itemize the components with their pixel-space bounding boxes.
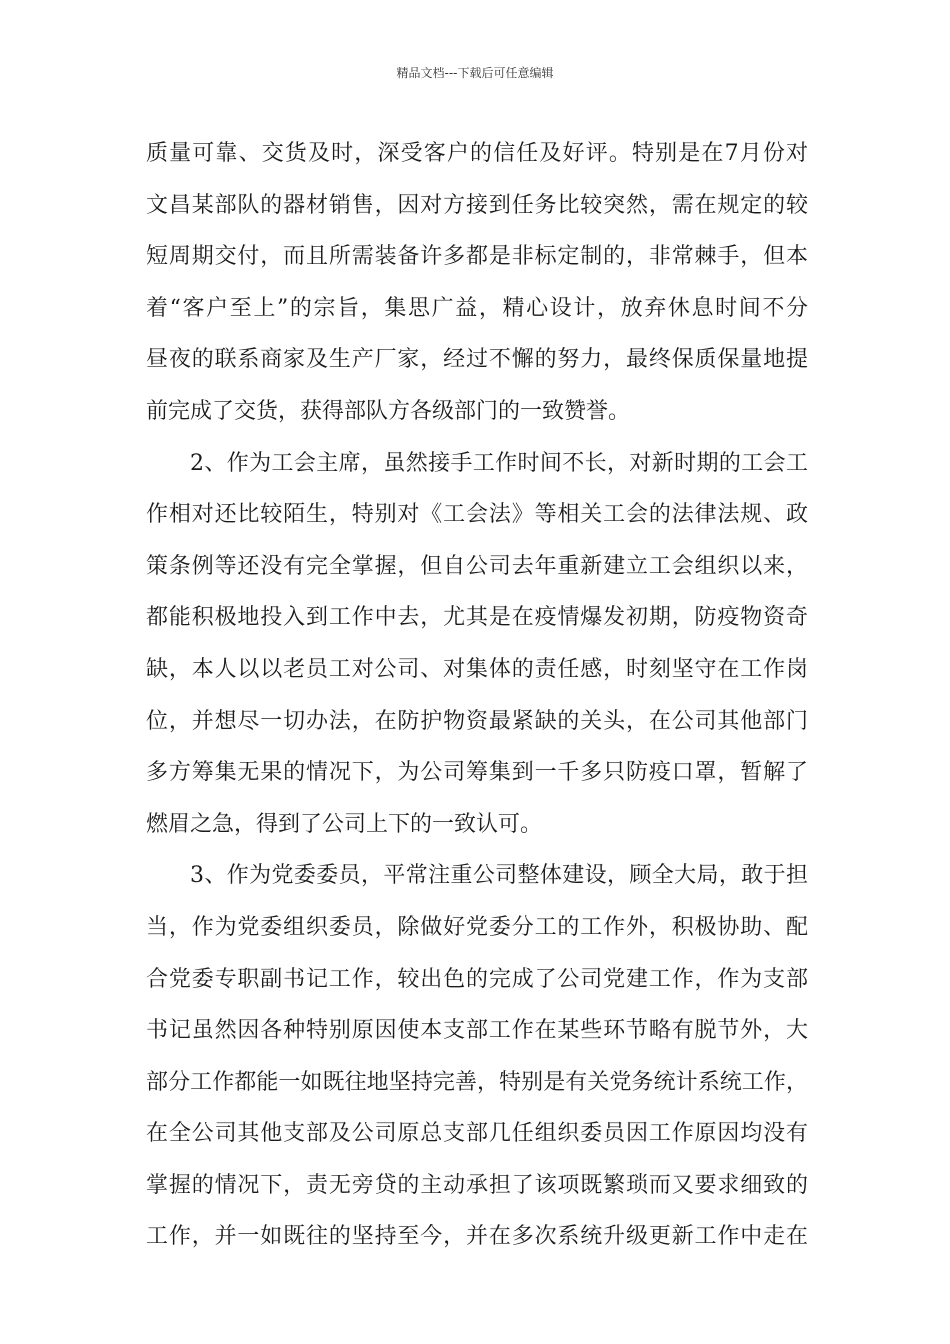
text-line: 作相对还比较陌生，特别对《工会法》等相关工会的法律法规、政 xyxy=(146,502,808,528)
text-line: 缺，本人以以老员工对公司、对集体的责任感，时刻坚守在工作岗 xyxy=(146,656,808,682)
text-line: 多方筹集无果的情况下，为公司筹集到一千多只防疫口罩，暂解了 xyxy=(146,760,808,786)
text-line: 位，并想尽一切办法，在防护物资最紧缺的关头，在公司其他部门 xyxy=(146,708,808,734)
text-line: 工作，并一如既往的坚持至今，并在多次系统升级更新工作中走在 xyxy=(146,1224,808,1250)
text-line: 质量可靠、交货及时，深受客户的信任及好评。特别是在7月份对 xyxy=(146,141,808,166)
text-line: 都能积极地投入到工作中去，尤其是在疫情爆发初期，防疫物资奇 xyxy=(146,605,808,631)
page-header: 精品文档---下载后可任意编辑 xyxy=(396,66,554,80)
text-line: 短周期交付，而且所需装备许多都是非标定制的，非常棘手，但本 xyxy=(146,244,808,270)
text-line: 前完成了交货，获得部队方各级部门的一致赞誉。 xyxy=(146,398,631,424)
text-line: 当，作为党委组织委员，除做好党委分工的工作外，积极协助、配 xyxy=(146,914,808,940)
text-line: 掌握的情况下，责无旁贷的主动承担了该项既繁琐而又要求细致的 xyxy=(146,1172,808,1198)
text-line: 部分工作都能一如既往地坚持完善，特别是有关党务统计系统工作， xyxy=(146,1069,808,1095)
paragraph-start-line: 2、作为工会主席，虽然接手工作时间不长，对新时期的工会工 xyxy=(190,450,808,476)
text-line: 策条例等还没有完全掌握，但自公司去年重新建立工会组织以来， xyxy=(146,553,808,579)
text-line: 书记虽然因各种特别原因使本支部工作在某些环节略有脱节外，大 xyxy=(146,1018,808,1044)
text-line: 燃眉之急，得到了公司上下的一致认可。 xyxy=(146,811,543,837)
paragraph-start-line: 3、作为党委委员，平常注重公司整体建设，顾全大局，敢于担 xyxy=(190,863,808,889)
text-line: 合党委专职副书记工作，较出色的完成了公司党建工作，作为支部 xyxy=(146,966,808,992)
text-line: 着“客户至上”的宗旨，集思广益，精心设计，放弃休息时间不分 xyxy=(146,295,808,321)
text-line: 昼夜的联系商家及生产厂家，经过不懈的努力，最终保质保量地提 xyxy=(146,347,808,373)
text-line: 文昌某部队的器材销售，因对方接到任务比较突然，需在规定的较 xyxy=(146,192,808,218)
document-body xyxy=(146,128,808,1263)
text-line: 在全公司其他支部及公司原总支部几任组织委员因工作原因均没有 xyxy=(146,1121,808,1147)
